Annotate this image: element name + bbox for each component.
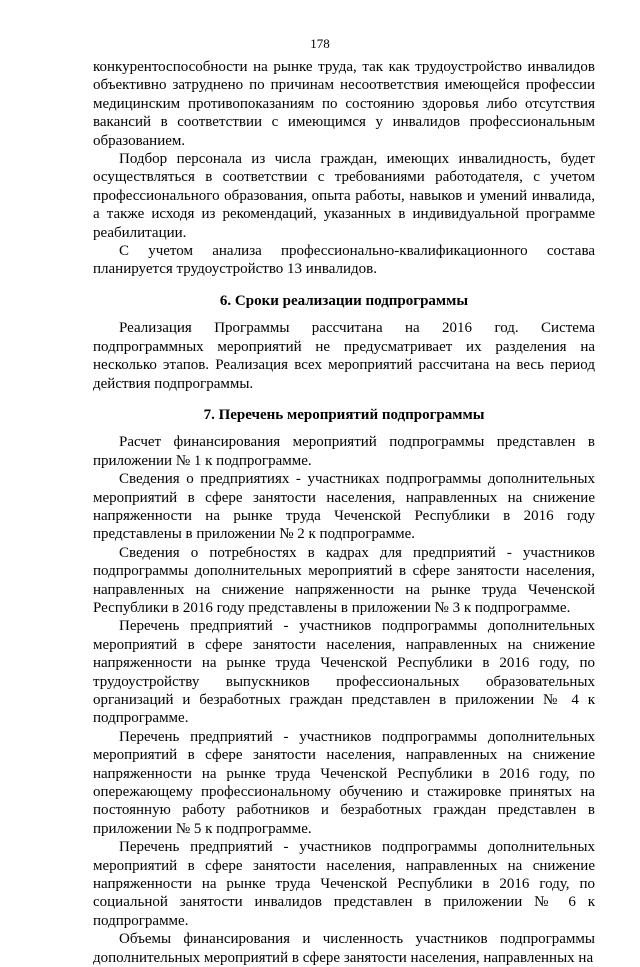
paragraph: Перечень предприятий - участников подпрограммы дополнительных мероприятий в сфере занятости населения, направленных на снижение напряженности на рынке труда Чеченской Республики в 2016 году, по трудоустройству выпускников профессиональных образовательных организаций и безработных граждан представлен в приложении № 4 к подпрограмме. [93, 618, 595, 727]
paragraph: Сведения о потребностях в кадрах для предприятий - участников подпрограммы дополнительных мероприятий в сфере занятости населения, направленных на снижение напряженности на рынке труда Чеченской Республики в 2016 году представлены в приложении № 3 к подпрограмме. [93, 544, 595, 616]
paragraph: Расчет финансирования мероприятий подпрограммы представлен в приложении № 1 к подпрограмме. [93, 434, 595, 469]
page-number: 178 [310, 36, 330, 51]
paragraph: Перечень предприятий - участников подпрограммы дополнительных мероприятий в сфере занятости населения, направленных на снижение напряженности на рынке труда Чеченской Республики в 2016 году, по опережающему профессиональному обучению и стажировке принятых на постоянную работу работников и безработных граждан представлен в приложении № 5 к подпрограмме. [93, 728, 595, 837]
paragraph: С учетом анализа профессионально-квалификационного состава планируется трудоустройство 13 инвалидов. [93, 243, 595, 278]
paragraph: Перечень предприятий - участников подпрограммы дополнительных мероприятий в сфере занятости населения, направленных на снижение напряженности на рынке труда Чеченской Республики в 2016 году, по социальной занятости инвалидов представлен в приложении № 6 к подпрограмме. [93, 839, 595, 929]
section-heading: 6. Сроки реализации подпрограммы [219, 292, 469, 309]
paragraph-continuation: конкурентоспособности на рынке труда, так как трудоустройство инвалидов объективно затруднено по причинам несоответствия имеющейся профессии медицинским противопоказаниям по состоянию здоровья либо отсутствия вакансий в соответствии с имеющимся у инвалидов профессиональным образованием. [93, 59, 595, 149]
paragraph: Сведения о предприятиях - участниках подпрограммы дополнительных мероприятий в сфере занятости населения, направленных на снижение напряженности на рынке труда Чеченской Республики в 2016 году представлены в приложении № 2 к подпрограмме. [93, 471, 595, 543]
paragraph: Реализация Программы рассчитана на 2016 год. Система подпрограммных мероприятий не предусматривает их разделения на несколько этапов. Реализация всех мероприятий рассчитана на весь период действия подпрограммы. [93, 320, 595, 392]
paragraph-truncated: Объемы финансирования и численность участников подпрограммы дополнительных мероприятий в сфере занятости населения, направленных на [93, 931, 595, 966]
paragraph: Подбор персонала из числа граждан, имеющих инвалидность, будет осуществляться в соответствии с требованиями работодателя, с учетом профессионального образования, опыта работы, навыков и умений инвалида, а также исходя из рекомендаций, указанных в индивидуальной программе реабилитации. [93, 151, 595, 241]
page-content [93, 58, 595, 967]
section-heading: 7. Перечень мероприятий подпрограммы [203, 406, 485, 423]
